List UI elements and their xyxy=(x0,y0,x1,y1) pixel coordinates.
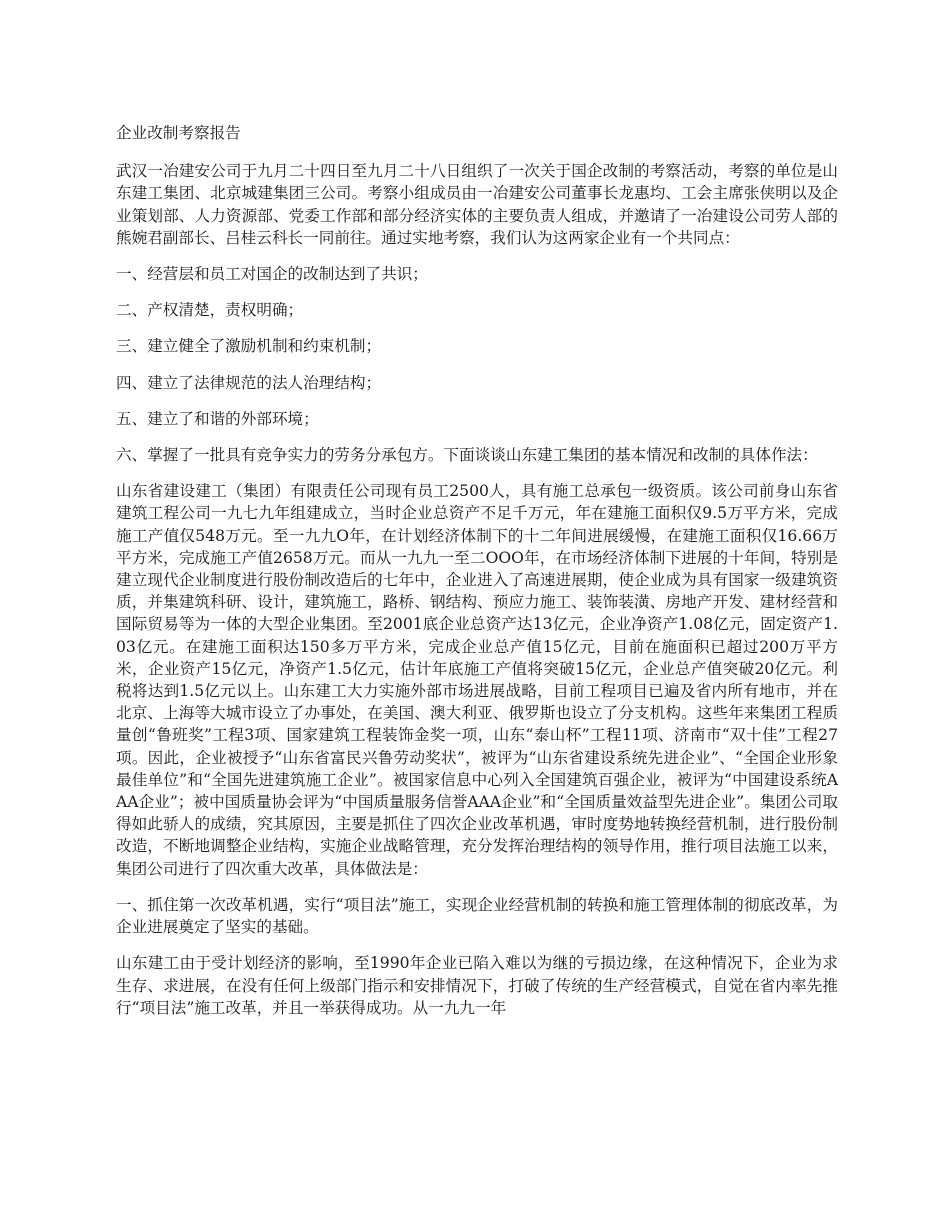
company-overview-paragraph: 山东省建设建工（集团）有限责任公司现有员工2500人，具有施工总承包一级资质。该公司前身山东省建筑工程公司一九七九年组建成立，当时企业总资产不足千万元，年在建施工面积仅9.5万平方米，完成施工产值仅548万元。至一九九O年，在计划经济体制下的十二年间进展缓慢，在建施工面积仅16.66万平方米，完成施工产值2658万元。而从一九九一至二OOO年，在市场经济体制下进展的十年间，特别是建立现代企业制度进行股份制改造后的七年中，企业进入了高速进展期，使企业成为具有国家一级建筑资质，并集建筑科研、设计，建筑施工，路桥、钢结构、预应力施工、装饰装潢、房地产开发、建材经营和国际贸易等为一体的大型企业集团。至2001底企业总资产达13亿元，企业净资产1.08亿元，固定资产1.03亿元。在建施工面积达150多万平方米，完成企业总产值15亿元，目前在施面积已超过200万平方米，企业资产15亿元，净资产1.5亿元，估计年底施工产值将突破15亿元，企业总产值突破20亿元。利税将达到1.5亿元以上。山东建工大力实施外部市场进展战略，目前工程项目已遍及省内所有地市，并在北京、上海等大城市设立了办事处，在美国、澳大利亚、俄罗斯也设立了分支机构。这些年来集团工程质量创“鲁班奖”工程3项、国家建筑工程装饰金奖一项，山东“泰山杯”工程11项、济南市“双十佳”工程27项。因此，企业被授予“山东省富民兴鲁劳动奖状”，被评为“山东省建设系统先进企业”、“全国企业形象最佳单位”和“全国先进建筑施工企业”。被国家信息中心列入全国建筑百强企业，被评为“中国建设系统AAA企业”；被中国质量协会评为“中国质量服务信誉AAA企业”和“全国质量效益型先进企业”。集团公司取得如此骄人的成绩，究其原因，主要是抓住了四次企业改革机遇，审时度势地转换经营机制，进行股份制改造，不断地调整企业结构，实施企业战略管理，充分发挥治理结构的领导作用，推行项目法施工以来，集团公司进行了四次重大改革，具体做法是： xyxy=(116,482,838,878)
finding-item-4: 四、建立了法律规范的法人治理结构； xyxy=(116,373,382,392)
reform-heading-1: 一、抓住第一次改革机遇，实行“项目法”施工，实现企业经营机制的转换和施工管理体制的彻底改革，为企业进展奠定了坚实的基础。 xyxy=(116,895,838,937)
document-title: 企业改制考察报告 xyxy=(116,124,241,142)
finding-item-2: 二、产权清楚，责权明确； xyxy=(116,301,304,320)
intro-paragraph: 武汉一冶建安公司于九月二十四日至九月二十八日组织了一次关于国企改制的考察活动，考察的单位是山东建工集团、北京城建集团三公司。考察小组成员由一冶建安公司董事长龙惠均、工会主席张侠明以及企业策划部、人力资源部、党委工作部和部分经济实体的主要负责人组成，并邀请了一冶建设公司劳人部的熊婉君副部长、吕桂云科长一同前往。通过实地考察，我们认为这两家企业有一个共同点： xyxy=(116,162,838,247)
finding-item-1: 一、经营层和员工对国企的改制达到了共识； xyxy=(116,265,428,284)
finding-item-6: 六、掌握了一批具有竞争实力的劳务分承包方。下面谈谈山东建工集团的基本情况和改制的具体作法： xyxy=(116,446,818,465)
finding-item-3: 三、建立健全了激励机制和约束机制； xyxy=(116,337,382,356)
document-page xyxy=(116,122,838,1033)
reform-detail-paragraph: 山东建工由于受计划经济的影响，至1990年企业已陷入难以为继的亏损边缘，在这种情况下，企业为求生存、求进展，在没有任何上级部门指示和安排情况下，打破了传统的生产经营模式，自觉在省内率先推行“项目法”施工改革，并且一举获得成功。从一九九一年 xyxy=(116,954,838,1017)
finding-item-5: 五、建立了和谐的外部环境； xyxy=(116,409,319,428)
